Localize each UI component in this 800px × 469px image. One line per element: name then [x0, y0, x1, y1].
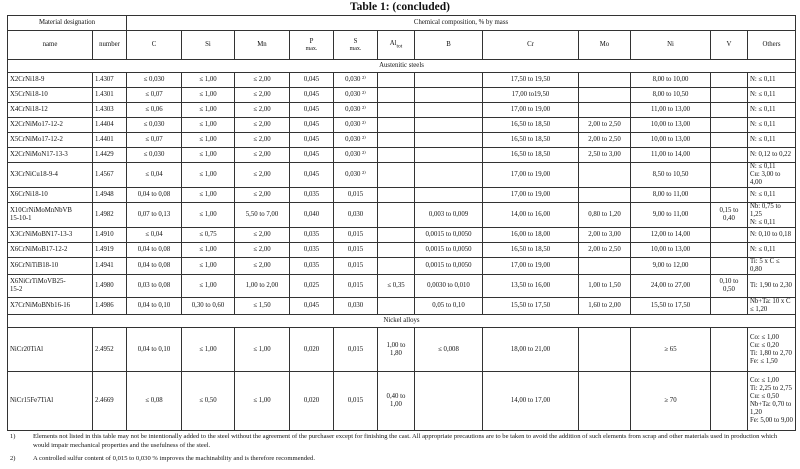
cell-mo: [579, 258, 631, 275]
cell-al: [378, 88, 415, 103]
footnote-1-text: Elements not listed in this table may not be intentionally added to the steel without the agreement of the purchaser except for finishing the cast. All appropriate precautions are to be taken to avoid the addition of such elements from scrap and other materials used in production which would impair mechanical properties and the usefulness of the steel.: [33, 433, 778, 449]
cell-p: 0,045: [290, 163, 334, 188]
footnote-2-text: A controlled sulfur content of 0,015 to 0,030 % improves the machinability and is therefore recommended.: [33, 455, 315, 462]
cell-cr: 16,00 to 18,00: [483, 228, 579, 243]
footnote-2-mark: 2): [10, 455, 16, 462]
cell-ni: ≥ 65: [631, 328, 711, 372]
composition-table: [7, 15, 796, 431]
cell-si: ≤ 1,00: [182, 243, 235, 258]
cell-others: N: 0,10 to 0,18: [748, 228, 796, 243]
cell-b: 0,003 to 0,009: [415, 203, 483, 228]
cell-mn: ≤ 1,00: [235, 372, 290, 431]
cell-mn: ≤ 2,00: [235, 148, 290, 163]
table-row: [8, 163, 796, 188]
cell-others: N: ≤ 0,11: [748, 88, 796, 103]
cell-s: 0,015: [334, 243, 378, 258]
cell-si: ≤ 0,75: [182, 228, 235, 243]
cell-cr: 16,50 to 18,50: [483, 133, 579, 148]
table-row: [8, 275, 796, 298]
footnote-1-mark: 1): [10, 433, 16, 440]
cell-number: 1.4567: [93, 163, 127, 188]
cell-v: [711, 148, 748, 163]
cell-s: 0,030 ²⁾: [334, 73, 378, 88]
cell-v: 0,10 to 0,50: [711, 275, 748, 298]
cell-b: 0,0015 to 0,0050: [415, 243, 483, 258]
header-v: V: [711, 31, 748, 60]
table-row: [8, 203, 796, 228]
header-p-label: P: [309, 37, 314, 45]
cell-p: 0,020: [290, 328, 334, 372]
cell-c: ≤ 0,08: [127, 372, 182, 431]
cell-mn: ≤ 2,00: [235, 243, 290, 258]
cell-si: ≤ 1,00: [182, 133, 235, 148]
cell-b: [415, 372, 483, 431]
cell-name: X6CrNiTiB18-10: [8, 258, 93, 275]
cell-mo: 2,00 to 2,50: [579, 243, 631, 258]
cell-b: [415, 103, 483, 118]
header-al: [378, 31, 415, 60]
table-row: [8, 328, 796, 372]
cell-others: N: ≤ 0,11 Cu: 3,00 to 4,00: [748, 163, 796, 188]
table-row: [8, 298, 796, 315]
table-row: [8, 88, 796, 103]
header-name: name: [8, 31, 93, 60]
cell-mo: 1,60 to 2,00: [579, 298, 631, 315]
section-nickel: Nickel alloys: [8, 315, 796, 328]
cell-p: 0,045: [290, 118, 334, 133]
cell-v: [711, 88, 748, 103]
cell-v: [711, 228, 748, 243]
cell-si: ≤ 1,00: [182, 118, 235, 133]
cell-number: 1.4429: [93, 148, 127, 163]
cell-cr: 17,50 to 19,50: [483, 73, 579, 88]
header-mo: Mo: [579, 31, 631, 60]
cell-v: [711, 258, 748, 275]
cell-si: 0,30 to 0,60: [182, 298, 235, 315]
cell-al: 0,40 to 1,00: [378, 372, 415, 431]
table-row: [8, 118, 796, 133]
cell-p: 0,035: [290, 243, 334, 258]
cell-cr: 17,00 to 19,00: [483, 103, 579, 118]
cell-mo: 2,50 to 3,00: [579, 148, 631, 163]
cell-si: ≤ 1,00: [182, 88, 235, 103]
cell-name: X2CrNiMoN17-13-3: [8, 148, 93, 163]
header-ni: Ni: [631, 31, 711, 60]
cell-c: ≤ 0,030: [127, 118, 182, 133]
header-al-sub: tot: [396, 43, 403, 50]
cell-s: 0,030 ²⁾: [334, 148, 378, 163]
cell-mn: 5,50 to 7,00: [235, 203, 290, 228]
cell-number: 1.4948: [93, 188, 127, 203]
cell-name: X7CrNiMoBNb16-16: [8, 298, 93, 315]
table-row: [8, 103, 796, 118]
cell-mo: [579, 103, 631, 118]
cell-si: ≤ 1,00: [182, 103, 235, 118]
cell-cr: 17,00 to19,50: [483, 88, 579, 103]
header-others: Others: [748, 31, 796, 60]
cell-c: 0,04 to 0,08: [127, 243, 182, 258]
cell-al: [378, 118, 415, 133]
cell-al: [378, 148, 415, 163]
cell-p: 0,020: [290, 372, 334, 431]
cell-si: ≤ 1,00: [182, 275, 235, 298]
cell-cr: 16,50 to 18,50: [483, 243, 579, 258]
cell-ni: 10,00 to 13,00: [631, 133, 711, 148]
cell-cr: 15,50 to 17,50: [483, 298, 579, 315]
cell-cr: 14,00 to 16,00: [483, 203, 579, 228]
cell-others: Co: ≤ 1,00 Cu: ≤ 0,20 Ti: 1,80 to 2,70 Fe: ≤ 1,50: [748, 328, 796, 372]
cell-mn: ≤ 1,50: [235, 298, 290, 315]
cell-s: 0,030: [334, 298, 378, 315]
cell-s: 0,015: [334, 228, 378, 243]
cell-others: Ti: 5 x C ≤ 0,80: [748, 258, 796, 275]
cell-others: Nb: 0,75 to 1,25 N: ≤ 0,11: [748, 203, 796, 228]
cell-s: 0,015: [334, 328, 378, 372]
header-s-sub: max.: [349, 45, 362, 52]
table-row: [8, 258, 796, 275]
cell-si: ≤ 1,00: [182, 163, 235, 188]
table-row: [8, 243, 796, 258]
cell-name: X6NiCrTiMoVB25- 15-2: [8, 275, 93, 298]
cell-c: 0,04 to 0,10: [127, 328, 182, 372]
cell-al: [378, 243, 415, 258]
cell-mo: [579, 88, 631, 103]
section-austenitic: Austenitic steels: [8, 60, 796, 73]
header-c: C: [127, 31, 182, 60]
cell-mo: [579, 163, 631, 188]
cell-v: [711, 243, 748, 258]
cell-c: ≤ 0,07: [127, 133, 182, 148]
cell-mn: ≤ 2,00: [235, 163, 290, 188]
cell-v: [711, 372, 748, 431]
cell-b: ≤ 0,008: [415, 328, 483, 372]
cell-al: [378, 258, 415, 275]
cell-al: [378, 133, 415, 148]
cell-c: 0,03 to 0,08: [127, 275, 182, 298]
cell-mn: ≤ 2,00: [235, 188, 290, 203]
cell-s: 0,030 ²⁾: [334, 103, 378, 118]
cell-number: 1.4941: [93, 258, 127, 275]
cell-ni: 11,00 to 14,00: [631, 148, 711, 163]
header-mn: Mn: [235, 31, 290, 60]
cell-p: 0,045: [290, 73, 334, 88]
cell-v: [711, 103, 748, 118]
cell-b: [415, 73, 483, 88]
table-row: [8, 133, 796, 148]
cell-c: ≤ 0,07: [127, 88, 182, 103]
cell-si: ≤ 1,00: [182, 148, 235, 163]
cell-cr: 13,50 to 16,00: [483, 275, 579, 298]
cell-p: 0,040: [290, 203, 334, 228]
cell-cr: 17,00 to 19,00: [483, 163, 579, 188]
header-chemical-composition: Chemical composition, % by mass: [127, 16, 796, 31]
cell-cr: 17,00 to 19,00: [483, 188, 579, 203]
header-s: [334, 31, 378, 60]
cell-mo: 2,00 to 2,50: [579, 133, 631, 148]
cell-al: [378, 188, 415, 203]
cell-ni: 10,00 to 13,00: [631, 243, 711, 258]
cell-al: [378, 298, 415, 315]
header-p-sub: max.: [305, 45, 318, 52]
cell-others: N: ≤ 0,11: [748, 118, 796, 133]
cell-b: [415, 133, 483, 148]
cell-ni: 9,00 to 11,00: [631, 203, 711, 228]
cell-s: 0,015: [334, 275, 378, 298]
header-al-label: Al: [389, 39, 397, 47]
cell-ni: 12,00 to 14,00: [631, 228, 711, 243]
cell-s: 0,015: [334, 372, 378, 431]
cell-ni: 15,50 to 17,50: [631, 298, 711, 315]
cell-s: 0,015: [334, 188, 378, 203]
cell-v: 0,15 to 0,40: [711, 203, 748, 228]
cell-si: ≤ 1,00: [182, 73, 235, 88]
cell-name: X3CrNiCu18-9-4: [8, 163, 93, 188]
cell-name: X2CrNi18-9: [8, 73, 93, 88]
cell-v: [711, 298, 748, 315]
cell-mn: ≤ 2,00: [235, 228, 290, 243]
cell-number: 2.4669: [93, 372, 127, 431]
cell-s: 0,015: [334, 258, 378, 275]
cell-al: [378, 103, 415, 118]
cell-name: X6CrNiMoB17-12-2: [8, 243, 93, 258]
cell-c: ≤ 0,030: [127, 73, 182, 88]
cell-mn: 1,00 to 2,00: [235, 275, 290, 298]
cell-number: 1.4910: [93, 228, 127, 243]
cell-al: ≤ 0,35: [378, 275, 415, 298]
cell-ni: 9,00 to 12,00: [631, 258, 711, 275]
cell-si: ≤ 1,00: [182, 328, 235, 372]
cell-number: 1.4404: [93, 118, 127, 133]
table-title: Table 1: (concluded): [350, 1, 450, 13]
cell-b: 0,0030 to 0,010: [415, 275, 483, 298]
cell-v: [711, 118, 748, 133]
cell-name: X2CrNiMo17-12-2: [8, 118, 93, 133]
cell-others: N: ≤ 0,11: [748, 73, 796, 88]
table-row: [8, 372, 796, 431]
cell-p: 0,045: [290, 148, 334, 163]
cell-mo: [579, 188, 631, 203]
cell-cr: 18,00 to 21,00: [483, 328, 579, 372]
cell-p: 0,025: [290, 275, 334, 298]
cell-name: NiCr20TiAl: [8, 328, 93, 372]
cell-mn: ≤ 2,00: [235, 258, 290, 275]
cell-mo: 2,00 to 3,00: [579, 228, 631, 243]
cell-b: [415, 188, 483, 203]
cell-cr: 16,50 to 18,50: [483, 118, 579, 133]
cell-p: 0,035: [290, 228, 334, 243]
cell-ni: ≥ 70: [631, 372, 711, 431]
cell-cr: 17,00 to 19,00: [483, 258, 579, 275]
cell-c: 0,04 to 0,08: [127, 188, 182, 203]
cell-v: [711, 73, 748, 88]
cell-b: [415, 118, 483, 133]
cell-p: 0,035: [290, 258, 334, 275]
cell-others: Ti: 1,90 to 2,30: [748, 275, 796, 298]
cell-c: 0,07 to 0,13: [127, 203, 182, 228]
cell-mo: [579, 73, 631, 88]
cell-v: [711, 328, 748, 372]
cell-c: ≤ 0,04: [127, 163, 182, 188]
cell-name: X3CrNiMoBN17-13-3: [8, 228, 93, 243]
cell-mn: ≤ 2,00: [235, 103, 290, 118]
cell-p: 0,045: [290, 133, 334, 148]
cell-ni: 8,00 to 10,50: [631, 88, 711, 103]
cell-mn: ≤ 2,00: [235, 118, 290, 133]
table-row: [8, 148, 796, 163]
header-number: number: [93, 31, 127, 60]
cell-number: 1.4982: [93, 203, 127, 228]
cell-ni: 10,00 to 13,00: [631, 118, 711, 133]
cell-si: ≤ 1,00: [182, 188, 235, 203]
cell-name: NiCr15Fe7TiAl: [8, 372, 93, 431]
cell-b: 0,0015 to 0,0050: [415, 228, 483, 243]
cell-others: N: ≤ 0,11: [748, 103, 796, 118]
header-material-designation: Material designation: [8, 16, 127, 31]
header-si: Si: [182, 31, 235, 60]
cell-c: 0,04 to 0,08: [127, 258, 182, 275]
cell-ni: 8,00 to 10,00: [631, 73, 711, 88]
cell-others: Co: ≤ 1,00 Ti: 2,25 to 2,75 Cu: ≤ 0,50 Nb+Ta: 0,70 to 1,20 Fe: 5,00 to 9,00: [748, 372, 796, 431]
cell-c: ≤ 0,030: [127, 148, 182, 163]
cell-b: 0,0015 to 0,0050: [415, 258, 483, 275]
cell-mn: ≤ 2,00: [235, 133, 290, 148]
cell-number: 1.4401: [93, 133, 127, 148]
cell-p: 0,035: [290, 188, 334, 203]
header-cr: Cr: [483, 31, 579, 60]
cell-al: [378, 203, 415, 228]
cell-v: [711, 188, 748, 203]
footnote-1: [7, 433, 795, 453]
table-row: [8, 228, 796, 243]
cell-number: 1.4307: [93, 73, 127, 88]
cell-b: 0,05 to 0,10: [415, 298, 483, 315]
cell-mn: ≤ 1,00: [235, 328, 290, 372]
cell-al: [378, 163, 415, 188]
table-row: [8, 73, 796, 88]
cell-s: 0,030: [334, 203, 378, 228]
cell-mo: 2,00 to 2,50: [579, 118, 631, 133]
cell-name: X5CrNi18-10: [8, 88, 93, 103]
footnote-2: [7, 455, 795, 465]
cell-ni: 11,00 to 13,00: [631, 103, 711, 118]
cell-number: 1.4303: [93, 103, 127, 118]
cell-v: [711, 163, 748, 188]
cell-c: 0,04 to 0,10: [127, 298, 182, 315]
cell-c: ≤ 0,04: [127, 228, 182, 243]
cell-b: [415, 148, 483, 163]
cell-b: [415, 163, 483, 188]
cell-number: 1.4980: [93, 275, 127, 298]
cell-al: 1,00 to 1,80: [378, 328, 415, 372]
cell-cr: 16,50 to 18,50: [483, 148, 579, 163]
cell-others: N: ≤ 0,11: [748, 188, 796, 203]
cell-number: 2.4952: [93, 328, 127, 372]
cell-name: X10CrNiMoMnNbVB 15-10-1: [8, 203, 93, 228]
cell-others: N: ≤ 0,11: [748, 133, 796, 148]
cell-ni: 8,50 to 10,50: [631, 163, 711, 188]
cell-s: 0,030 ²⁾: [334, 118, 378, 133]
table-row: [8, 188, 796, 203]
cell-c: ≤ 0,06: [127, 103, 182, 118]
header-b: B: [415, 31, 483, 60]
cell-others: N: ≤ 0,11: [748, 243, 796, 258]
cell-p: 0,045: [290, 88, 334, 103]
cell-others: N: 0,12 to 0,22: [748, 148, 796, 163]
cell-v: [711, 133, 748, 148]
cell-si: ≤ 0,50: [182, 372, 235, 431]
cell-mo: [579, 328, 631, 372]
cell-al: [378, 73, 415, 88]
cell-others: Nb+Ta: 10 x C ≤ 1,20: [748, 298, 796, 315]
cell-p: 0,045: [290, 103, 334, 118]
cell-name: X4CrNi18-12: [8, 103, 93, 118]
cell-mn: ≤ 2,00: [235, 73, 290, 88]
cell-b: [415, 88, 483, 103]
cell-mn: ≤ 2,00: [235, 88, 290, 103]
cell-al: [378, 228, 415, 243]
cell-number: 1.4986: [93, 298, 127, 315]
cell-mo: 0,80 to 1,20: [579, 203, 631, 228]
cell-number: 1.4919: [93, 243, 127, 258]
header-p: [290, 31, 334, 60]
cell-s: 0,030 ²⁾: [334, 88, 378, 103]
header-s-label: S: [353, 37, 358, 45]
cell-mo: 1,00 to 1,50: [579, 275, 631, 298]
cell-si: ≤ 1,00: [182, 258, 235, 275]
cell-number: 1.4301: [93, 88, 127, 103]
cell-mo: [579, 372, 631, 431]
cell-name: X6CrNi18-10: [8, 188, 93, 203]
cell-ni: 24,00 to 27,00: [631, 275, 711, 298]
cell-p: 0,045: [290, 298, 334, 315]
cell-cr: 14,00 to 17,00: [483, 372, 579, 431]
cell-s: 0,030 ²⁾: [334, 133, 378, 148]
cell-name: X5CrNiMo17-12-2: [8, 133, 93, 148]
cell-s: 0,030 ²⁾: [334, 163, 378, 188]
cell-si: ≤ 1,00: [182, 203, 235, 228]
cell-ni: 8,00 to 11,00: [631, 188, 711, 203]
